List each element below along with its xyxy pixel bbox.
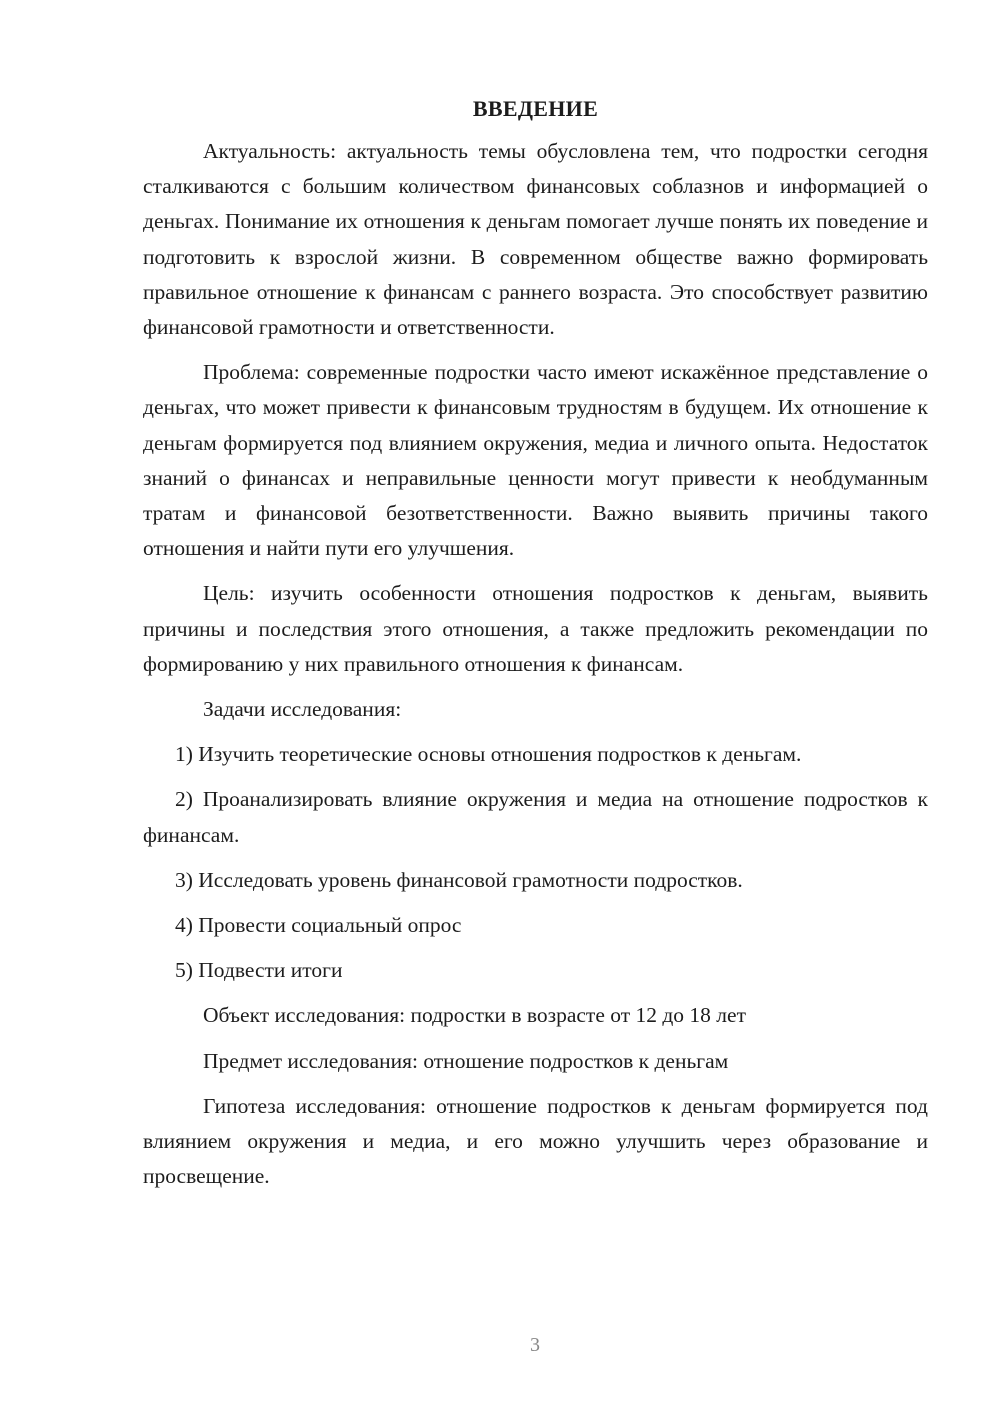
research-object: Объект исследования: подростки в возрасте от 12 до 18 лет	[203, 1003, 746, 1028]
task-item-5: 5) Подвести итоги	[175, 958, 343, 983]
task-item-4: 4) Провести социальный опрос	[175, 913, 462, 938]
research-hypothesis: Гипотеза исследования: отношение подростков к деньгам формируется под влиянием окружения и медиа, и его можно улучшить через образование и просвещение.	[143, 1093, 928, 1189]
tasks-title: Задачи исследования:	[203, 697, 402, 722]
paragraph-goal: Цель: изучить особенности отношения подростков к деньгам, выявить причины и последствия этого отношения, а также предложить рекомендации по формированию у них правильного отношения к финансам.	[143, 581, 928, 676]
paragraph-problem: Проблема: современные подростки часто имеют искажённое представление о деньгах, что может привести к финансовым трудностям в будущем. Их отношение к деньгам формируется под влиянием окружения, медиа и личного опыта. Недостаток знаний о финансах и неправильные ценности могут привести к необдуманным тратам и финансовой безответственности. Важно выявить причины такого отношения и найти пути его улучшения.	[143, 360, 928, 561]
task-item-1: 1) Изучить теоретические основы отношения подростков к деньгам.	[175, 742, 802, 767]
page-title: ВВЕДЕНИЕ	[472, 96, 599, 121]
page-number: 3	[530, 1334, 540, 1356]
document-page	[143, 94, 928, 1204]
paragraph-relevance: Актуальность: актуальность темы обусловлена тем, что подростки сегодня сталкиваются с большим количеством финансовых соблазнов и информацией о деньгах. Понимание их отношения к деньгам помогает лучше понять их поведение и подготовить к взрослой жизни. В современном обществе важно формировать правильное отношение к финансам с раннего возраста. Это способствует развитию финансовой грамотности и ответственности.	[143, 139, 928, 340]
research-subject: Предмет исследования: отношение подростков к деньгам	[203, 1048, 729, 1073]
task-item-3: 3) Исследовать уровень финансовой грамотности подростков.	[175, 867, 743, 892]
task-item-2: 2) Проанализировать влияние окружения и медиа на отношение подростков к финансам.	[143, 787, 928, 847]
